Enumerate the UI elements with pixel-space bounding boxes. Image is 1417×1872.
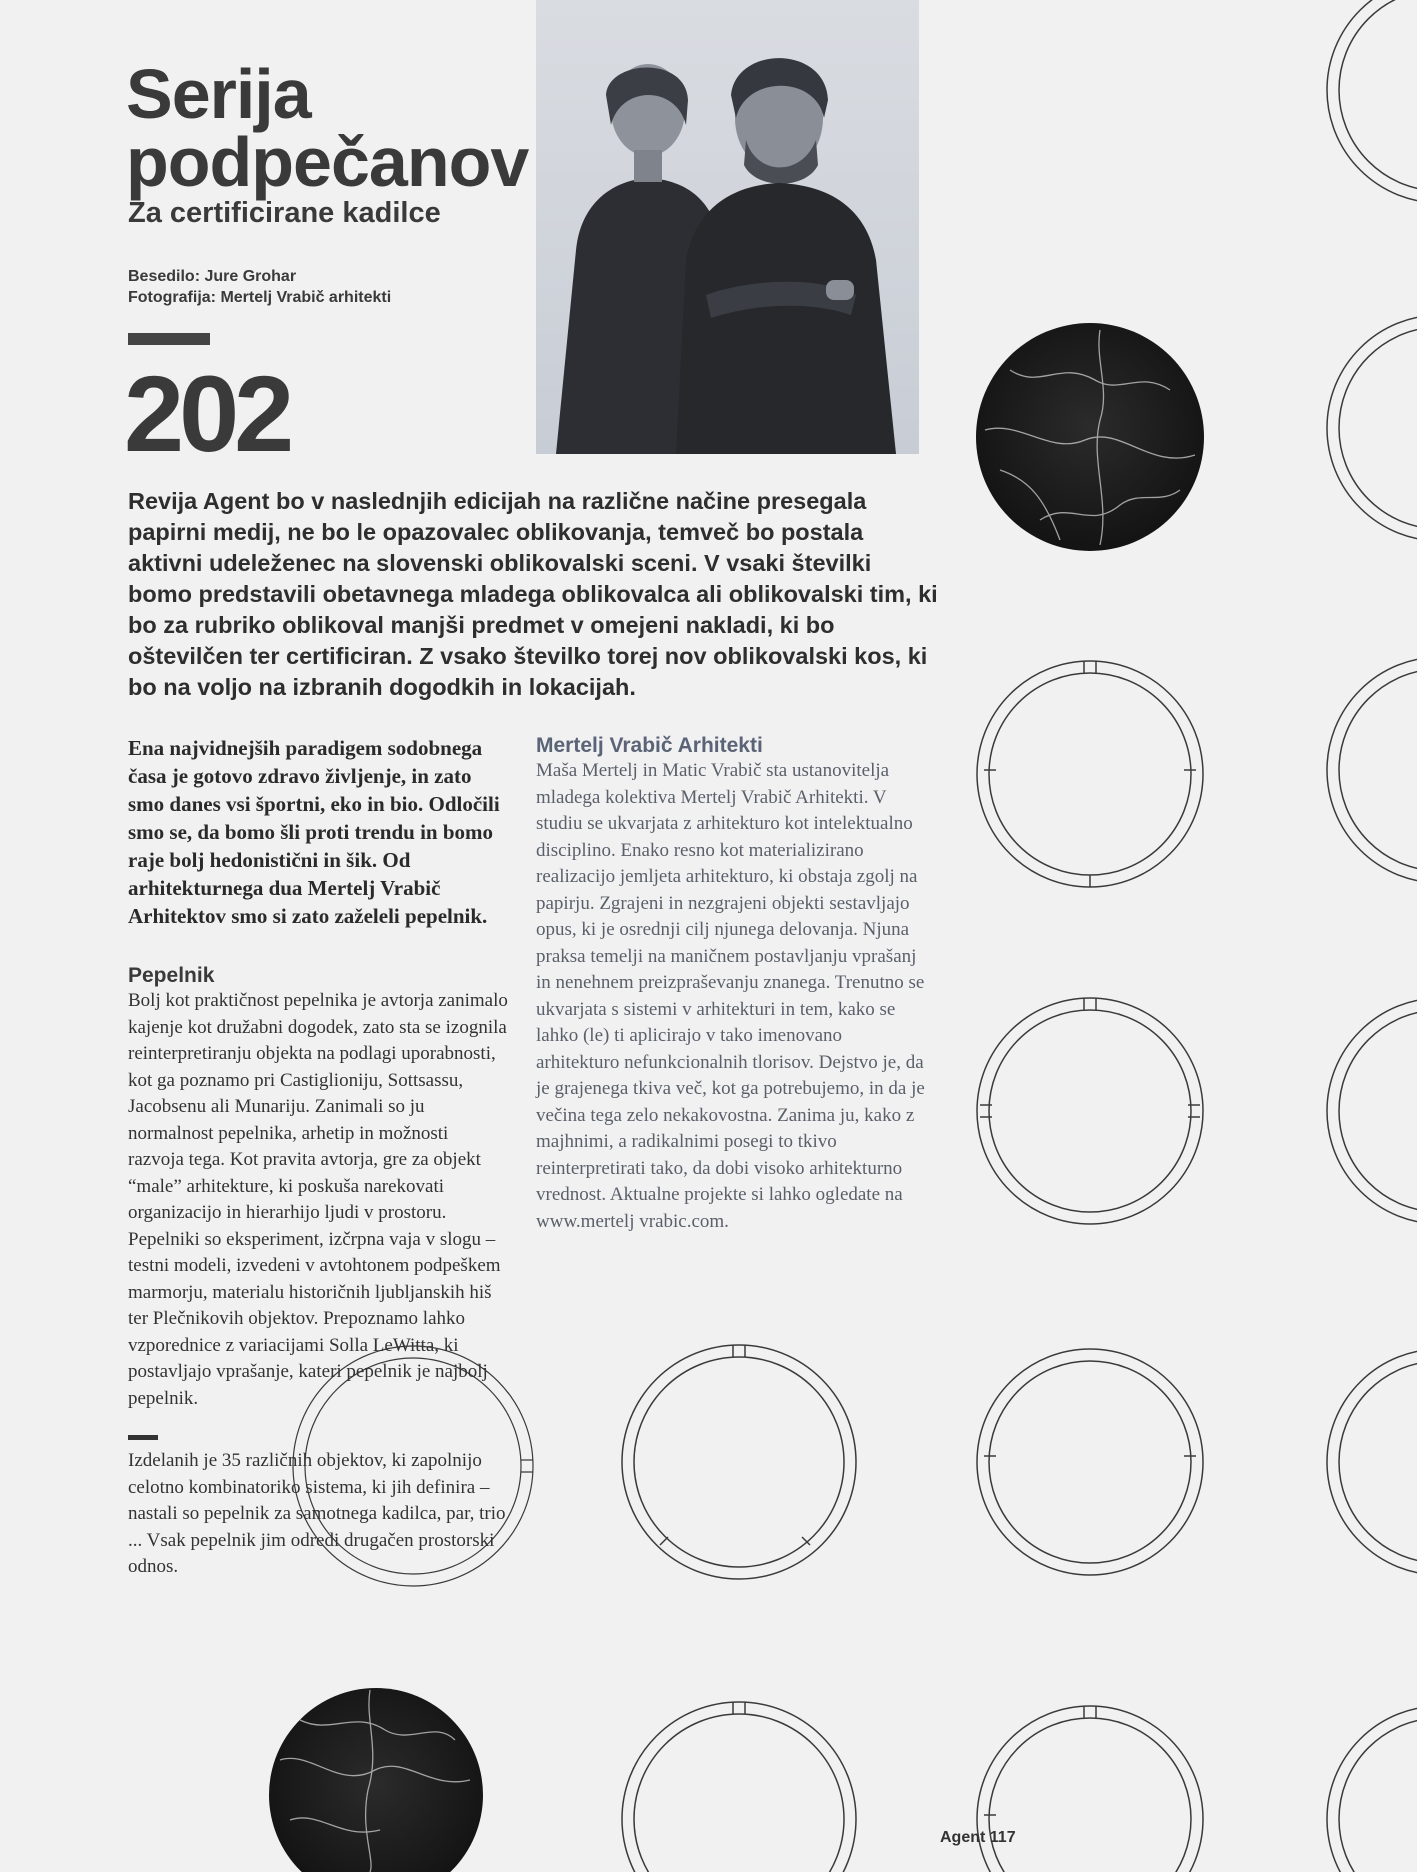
page-subtitle: Za certificirane kadilce [128,197,441,229]
ring-1 [977,661,1203,887]
credits [128,266,391,308]
section-rule [128,333,210,345]
right-column [536,734,926,1235]
body-paragraph-2: Izdelanih je 35 različnih objektov, ki zapolnijo celotno kombinatoriko sistema, ki jih definira – nastali so pepelnik za samotnega kadilca, par, trio ... Vsak pepelnik jim odredi drugačen prostorski odnos. [128,1450,506,1577]
ring-edge-2 [1327,315,1417,541]
ring-edge-6 [1327,1706,1417,1872]
ring-edge-4 [1327,998,1417,1224]
section-heading-architects: Mertelj Vrabič Arhitekti [536,734,763,757]
intro-paragraph: Revija Agent bo v naslednjih edicijah na različne načine presegala papirni medij, ne bo le opazovalec oblikovanja, temveč bo postala aktivni udeleženec na slovenski oblikovalski sceni. V vsaki številki bomo predstavili obetavnega mladega oblikovalca ali oblikovalski tim, ki bo za rubriko oblikoval manjši predmet v omejeni nakladi, ki bo oštevilčen ter certificiran. Z vsako številko torej nov oblikovalski kos, ki bo na voljo na izbranih dogodkih in lokacijah. [128,488,938,700]
ring-3 [977,1706,1203,1872]
credit-text: Besedilo: Jure Grohar [128,268,297,285]
left-column [128,734,508,1581]
ring-4 [622,1345,856,1579]
architects-bio-paragraph: Maša Mertelj in Matic Vrabič sta ustanovitelja mladega kolektiva Mertelj Vrabič Arhitekti. V studiu se ukvarjata z arhitekturo kot intelektualno disciplino. Enako resno kot materializirano realizacijo jemljeta arhitekturo, ki obstaja zgolj na papirju. Zgrajeni in nezgrajeni objekti sestavljajo opus, ki je osrednji cilj njunega delovanja. Njuna praksa temelji na maničnem postavljanju vprašanj in nenehnem preizpraševanju znanega. Trenutno se ukvarjata s sistemi v arhitekturi in tem, kako se lahko (le) ti aplicirajo v tako imenovano arhitekturo nefunkcionalnih tlorisov. Dejstvo je, da je grajenega tkiva več, kot ga potrebujemo, in da je večina tega zelo nekakovostna. Zanima ju, kako z majhnimi, a radikalnimi posegi to tkivo reinterpretirati tako, da dobi visoko arhitekturno vrednost. Aktualne projekte si lahko ogledate na www.mertelj vrabic.com. [536,760,925,1232]
body-paragraph-1: Bolj kot praktičnost pepelnika je avtorja zanimalo kajenje kot družabni dogodek, zato sta se izognila reinterpretiranju objekta na podlagi uporabnosti, kot ga poznamo pri Castiglioniju, Sottsassu, Jacobsenu ali Munariju. Zanimali so ju normalnost pepelnika, arhetip in možnosti razvoja tega. Kot pravita avtorja, gre za objekt “male” arhitekture, ki poskuša narekovati organizacijo in hierarhijo ljudi v prostoru. Pepelniki so eksperiment, izčrpna vaja v slogu – testni modeli, izvedeni v avtohtonem podpeškem marmorju, materialu historičnih ljubljanskih hiš ter Plečnikovih objektov. Prepoznamo lahko vzporednice z variacijami Solla LeWitta, ki postavljajo vprašanje, kateri pepelnik je najbolj pepelnik. [128,990,508,1409]
ring-5 [977,1349,1203,1575]
marble-ashtray-bottom [269,1688,483,1872]
page-title [126,55,529,201]
title-line-2: podpečanov [126,123,529,201]
section-heading-pepelnik: Pepelnik [128,964,215,987]
architects-portrait-photo [536,0,919,454]
portrait-illustration [536,0,919,454]
lead-paragraph: Ena najvidnejših paradigem sodobnega časa je gotovo zdravo življenje, in zato smo danes vsi športni, eko in bio. Odločili smo se, da bomo šli proti trendu in bomo raje bolj hedonistični in šik. Od arhitekturnega dua Mertelj Vrabič Arhitektov smo si zato zaželeli pepelnik. [128,736,500,928]
title-line-1: Serija [126,55,311,133]
ring-6 [622,1702,856,1872]
marble-ashtray-top [976,323,1204,551]
ring-2 [977,998,1203,1224]
paragraph-divider [128,1435,158,1440]
page-folio: Agent 117 [940,1829,1016,1846]
issue-number: 202 [124,353,290,474]
ring-edge-3 [1327,657,1417,883]
credit-photo: Fotografija: Mertelj Vrabič arhitekti [128,289,392,306]
ring-edge-1 [1327,0,1417,203]
ring-edge-5 [1327,1349,1417,1575]
